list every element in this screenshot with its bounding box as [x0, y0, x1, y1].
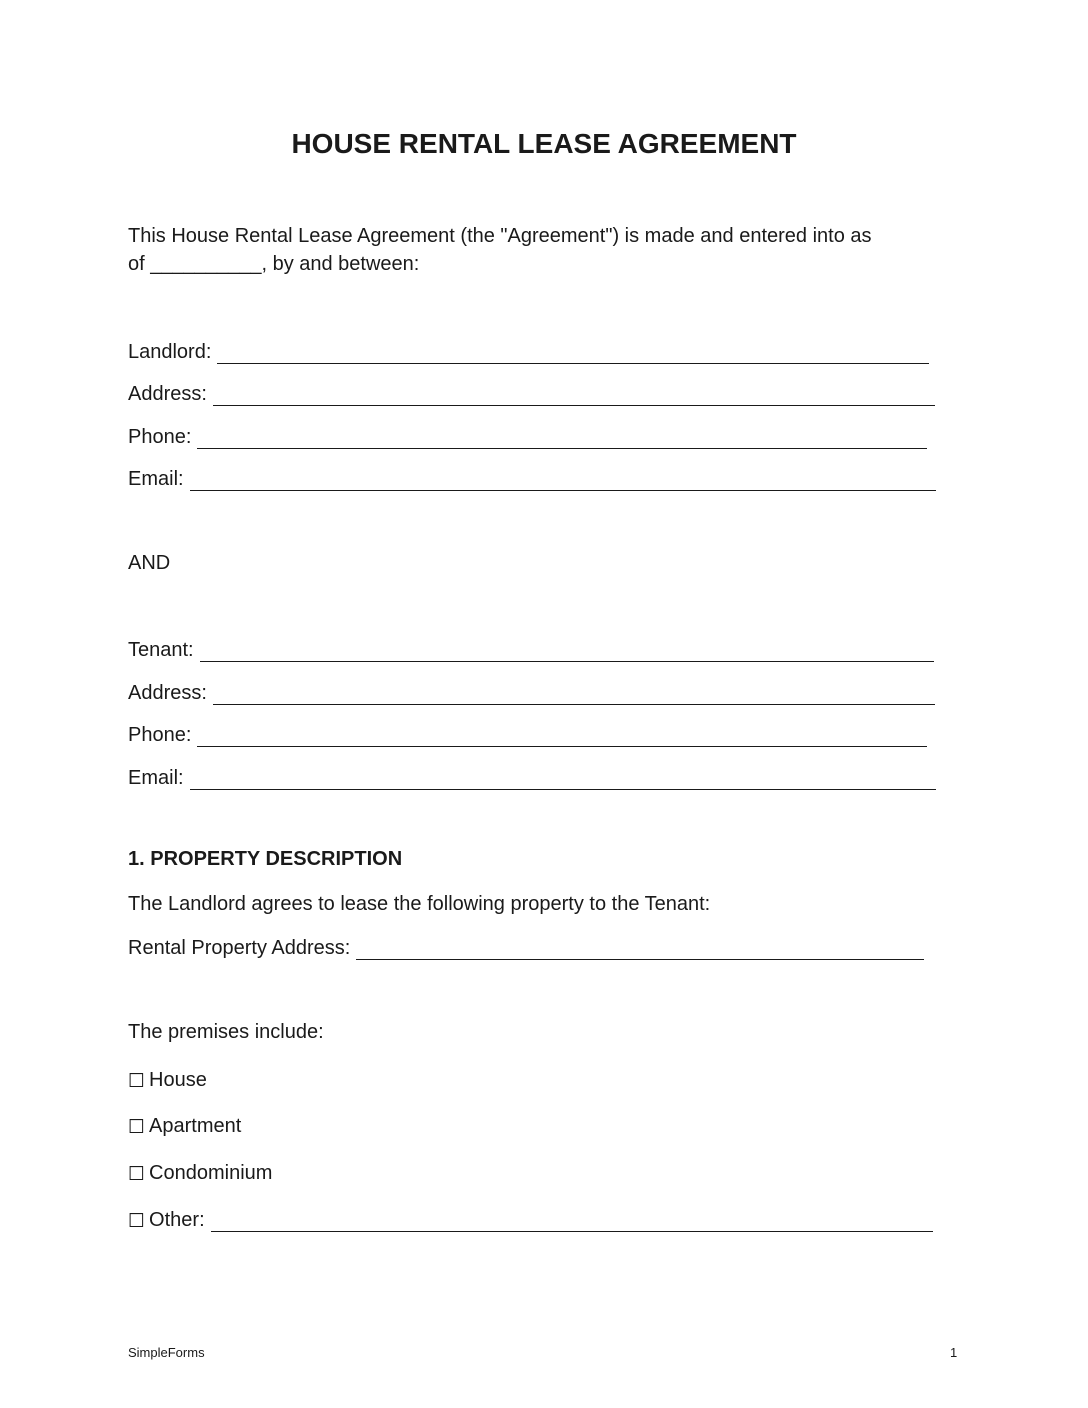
tenant-phone-field[interactable]: [197, 724, 927, 747]
option-house-label: House: [149, 1069, 207, 1091]
tenant-address-row: [128, 677, 935, 705]
footer-brand: SimpleForms: [128, 1345, 205, 1360]
landlord-name-row: [128, 336, 929, 364]
landlord-address-field[interactable]: [213, 383, 935, 406]
document-title: HOUSE RENTAL LEASE AGREEMENT: [291, 128, 797, 159]
section-1-heading: 1. PROPERTY DESCRIPTION: [128, 848, 403, 870]
option-condominium-label: Condominium: [149, 1162, 273, 1184]
tenant-phone-row: [128, 719, 927, 747]
intro-line-1: This House Rental Lease Agreement (the "Agreement") is made and entered into as: [128, 225, 872, 247]
landlord-name-label: Landlord:: [128, 341, 212, 363]
tenant-name-row: [128, 634, 934, 662]
rental-address-row: [128, 932, 924, 960]
tenant-email-label: Email:: [128, 767, 184, 789]
page-number: 1: [950, 1345, 958, 1360]
option-other-field[interactable]: [211, 1209, 933, 1232]
landlord-email-row: [128, 463, 936, 491]
checkbox-icon[interactable]: ☐: [128, 1116, 146, 1138]
premises-label: The premises include:: [128, 1021, 324, 1043]
option-house-row[interactable]: [128, 1064, 207, 1092]
tenant-phone-label: Phone:: [128, 724, 192, 746]
option-other-label: Other:: [149, 1209, 205, 1231]
tenant-name-label: Tenant:: [128, 639, 194, 661]
landlord-phone-field[interactable]: [197, 426, 927, 449]
tenant-email-field[interactable]: [190, 767, 936, 790]
checkbox-icon[interactable]: ☐: [128, 1210, 146, 1232]
and-separator: AND: [128, 552, 171, 574]
option-other-row[interactable]: [128, 1204, 933, 1232]
tenant-address-field[interactable]: [213, 682, 935, 705]
rental-address-label: Rental Property Address:: [128, 937, 351, 959]
tenant-email-row: [128, 762, 936, 790]
landlord-phone-label: Phone:: [128, 426, 192, 448]
tenant-name-field[interactable]: [200, 639, 934, 662]
option-apartment-label: Apartment: [149, 1115, 242, 1137]
intro-paragraph: [128, 222, 958, 278]
landlord-address-label: Address:: [128, 383, 207, 405]
landlord-name-field[interactable]: [217, 341, 929, 364]
checkbox-icon[interactable]: ☐: [128, 1070, 146, 1092]
landlord-phone-row: [128, 421, 927, 449]
rental-address-field[interactable]: [356, 937, 924, 960]
option-condominium-row[interactable]: [128, 1157, 272, 1185]
tenant-address-label: Address:: [128, 682, 207, 704]
option-apartment-row[interactable]: [128, 1110, 241, 1138]
section-1-intro: The Landlord agrees to lease the following property to the Tenant:: [128, 893, 711, 915]
landlord-email-label: Email:: [128, 468, 184, 490]
landlord-address-row: [128, 378, 935, 406]
landlord-email-field[interactable]: [190, 468, 936, 491]
checkbox-icon[interactable]: ☐: [128, 1163, 146, 1185]
intro-line-2: of __________, by and between:: [128, 253, 420, 275]
